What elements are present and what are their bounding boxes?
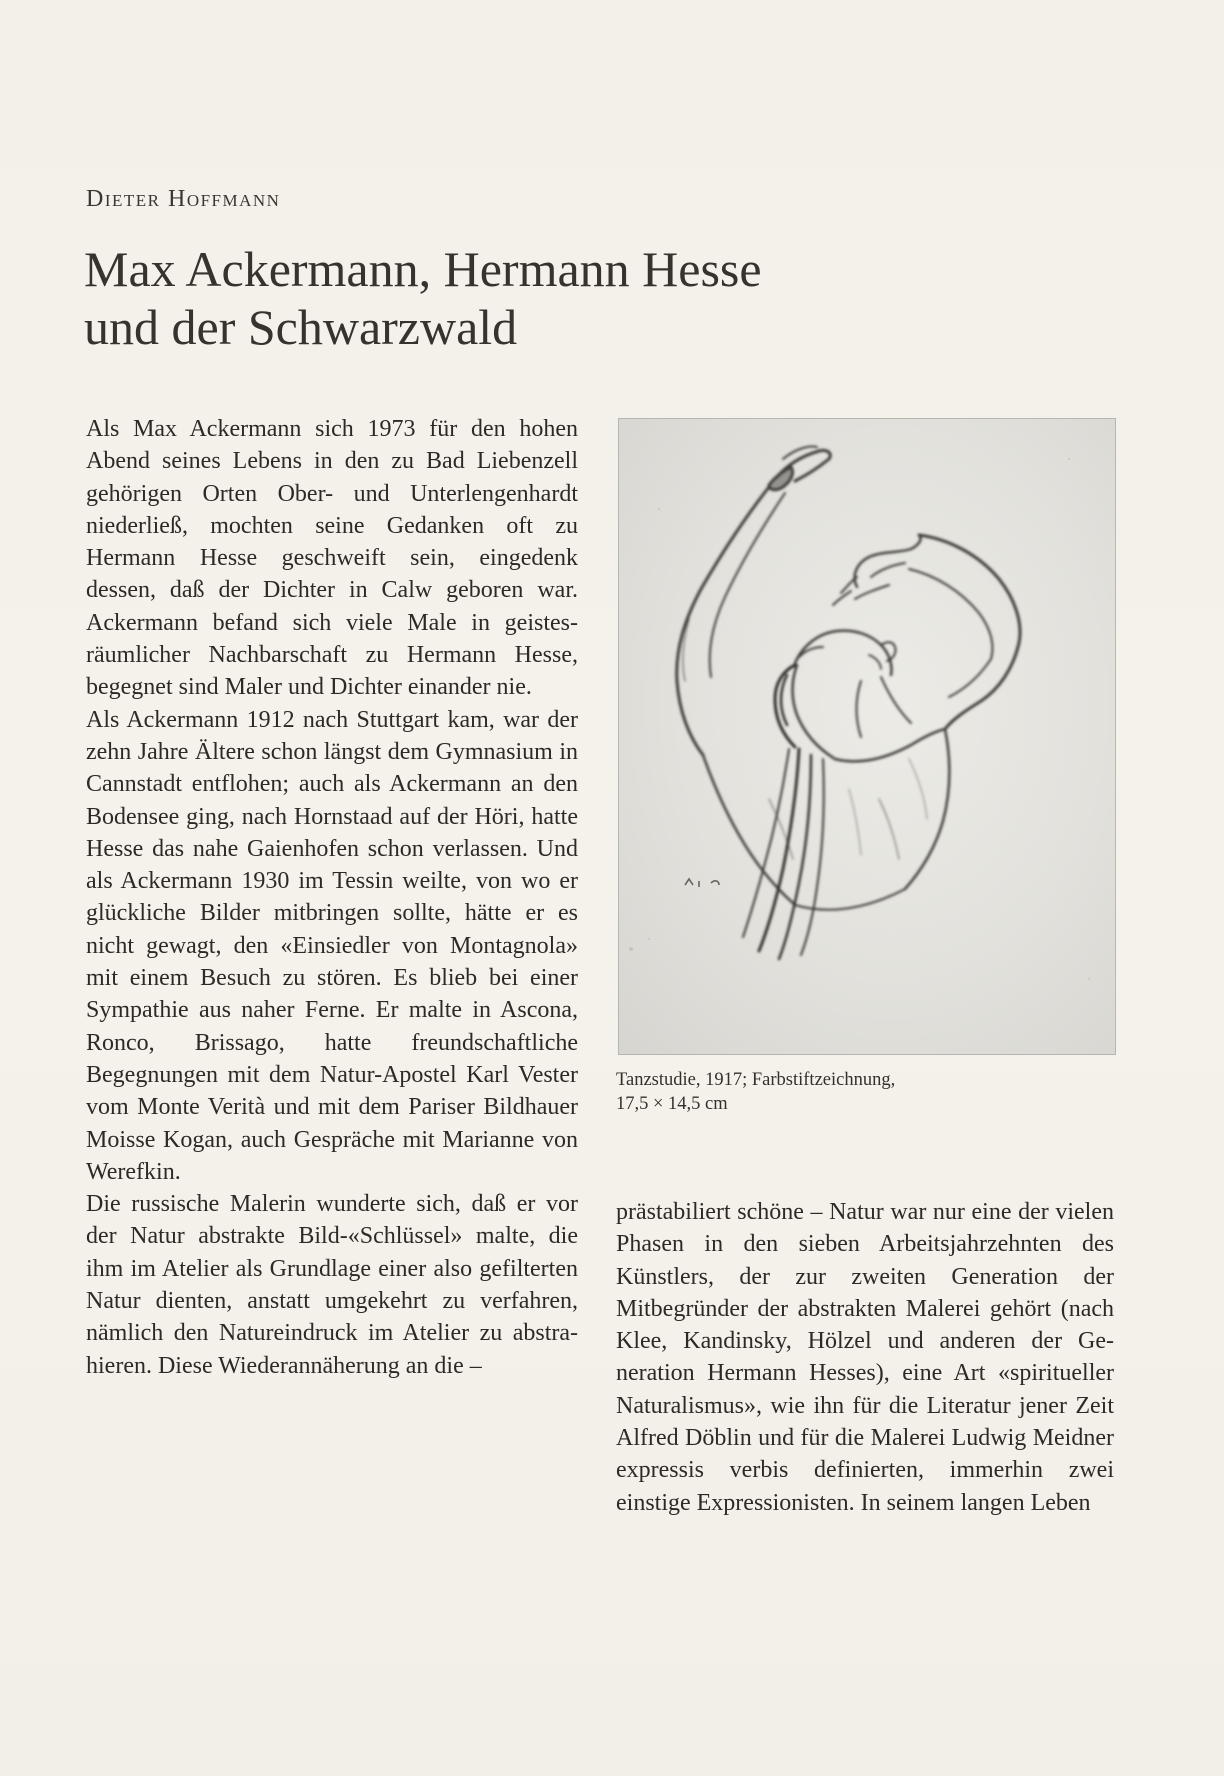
dance-study-drawing — [618, 418, 1116, 1055]
drawing-illustration — [619, 419, 1115, 1054]
title-line-2: und der Schwarzwald — [84, 299, 518, 355]
paragraph-4: prästabiliert schöne – Natur war nur eine der vielen Phasen in den sieben Arbeitsjahrzehnten des Künstlers, der zur zweiten Generation der Mitbegründer der abstrakten Malerei gehört (nach Klee, Kandinsky, Hölzel und anderen der Generation Hermann Hesses), eine Art «spiritueller Naturalismus», wie ihn für die Literatur jener Zeit Alfred Döblin und für die Malerei Ludwig Meidner expressis verbis definierten, immerhin zwei einstige Expressionisten. In seinem langen Leben — [616, 1199, 1114, 1516]
author-name: Dieter Hoffmann — [86, 186, 281, 212]
body-column-right — [616, 1196, 1114, 1519]
title-line-1: Max Ackermann, Hermann Hesse — [84, 241, 762, 297]
paragraph-1: Als Max Ackermann sich 1973 für den hohen Abend seines Lebens in den zu Bad Liebenzell gehörigen Orten Ober- und Unterlengenhardt niederließ, mochten seine Gedanken oft zu Hermann Hesse geschweift sein, eingedenk dessen, daß der Dichter in Calw geboren war. Ackermann befand sich viele Male in geistesräumlicher Nachbarschaft zu Hermann Hesse, begegnet sind Maler und Dichter einander nie. — [86, 416, 578, 701]
figure-caption — [616, 1068, 1116, 1116]
caption-line-2: 17,5 × 14,5 cm — [616, 1094, 728, 1114]
article-title — [84, 240, 984, 356]
paragraph-2: Als Ackermann 1912 nach Stuttgart kam, war der zehn Jahre Ältere schon längst dem Gymnasium in Cannstadt entflohen; auch als Ackermann an den Bodensee ging, nach Hornstaad auf der Höri, hatte Hesse das nahe Gaienhofen schon verlassen. Und als Ackermann 1930 im Tessin weilte, von wo er glückliche Bilder mitbringen sollte, hätte er es nicht gewagt, den «Einsiedler von Montagnola» mit einem Besuch zu stören. Es blieb bei einer Sympathie aus naher Ferne. Er malte in Ascona, Ronco, Brissago, hatte freundschaftliche Begegnungen mit dem Natur-Apostel Karl Vester vom Monte Verità und mit dem Pariser Bildhauer Moisse Kogan, auch Gespräche mit Marianne von Werefkin. — [86, 706, 578, 1185]
caption-line-1: Tanzstudie, 1917; Farbstiftzeichnung, — [616, 1070, 896, 1090]
body-column-left — [86, 413, 578, 1382]
paragraph-3: Die russische Malerin wunderte sich, daß er vor der Natur abstrakte Bild-«Schlüssel» malte, die ihm im Atelier als Grundlage einer also gefilterten Natur dienten, anstatt umgekehrt zu verfahren, nämlich den Natureindruck im Atelier zu abstrahieren. Diese Wiederannäherung an die – — [86, 1191, 578, 1379]
